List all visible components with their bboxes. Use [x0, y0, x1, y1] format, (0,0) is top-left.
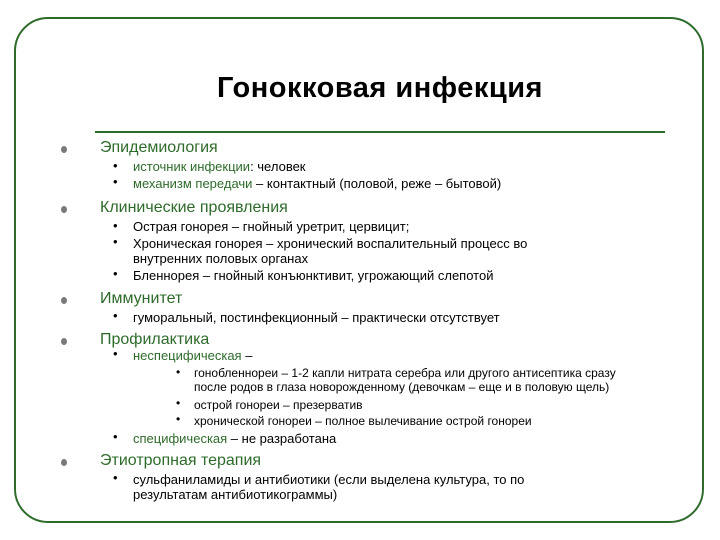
- sub-list-item: гонобленнореи – 1-2 капли нитрата серебра или другого антисептика сразу: [194, 366, 616, 380]
- list-item: [133, 159, 306, 175]
- section-heading-immunity: Иммунитет: [100, 290, 183, 307]
- bullet-icon: •: [113, 158, 118, 173]
- bullet-icon: •: [113, 174, 118, 189]
- list-item: сульфаниламиды и антибиотики (если выделена культура, то по: [133, 472, 525, 487]
- list-item: [133, 176, 501, 192]
- section-heading-epidemiology: Эпидемиология: [100, 139, 218, 156]
- sub-list-item: острой гонореи – презерватив: [194, 398, 363, 412]
- highlight-term: специфическая: [133, 431, 228, 446]
- list-item: гуморальный, постинфекционный – практически отсутствует: [133, 310, 500, 325]
- sub-bullet-icon: •: [176, 365, 181, 379]
- bullet-icon: •: [113, 234, 118, 249]
- section-heading-clinical: Клинические проявления: [100, 199, 288, 216]
- bullet-icon: •: [113, 308, 118, 323]
- bullet-dot-icon: [61, 146, 67, 153]
- bullet-icon: •: [113, 429, 118, 444]
- bullet-icon: •: [113, 470, 118, 485]
- item-text: –: [241, 348, 253, 363]
- bullet-dot-icon: [61, 297, 67, 304]
- list-item: Хроническая гонорея – хронический воспалительный процесс во: [133, 236, 528, 251]
- list-item: [133, 348, 252, 364]
- sub-list-item-continuation: после родов в глаза новорожденному (девочкам – еще и в половую щель): [194, 380, 610, 394]
- title-underline: [95, 131, 665, 133]
- bullet-dot-icon: [61, 206, 67, 213]
- list-item: [133, 431, 336, 447]
- section-heading-therapy: Этиотропная терапия: [100, 452, 262, 469]
- item-text: – контактный (половой, реже – бытовой): [252, 176, 502, 191]
- bullet-dot-icon: [61, 459, 67, 466]
- highlight-term: неспецифическая: [133, 348, 242, 363]
- bullet-icon: •: [113, 266, 118, 281]
- list-item-continuation: результатам антибиотикограммы): [133, 487, 338, 502]
- sub-bullet-icon: •: [176, 396, 181, 410]
- item-text: : человек: [250, 159, 306, 174]
- slide-title: Гонокковая инфекция: [217, 72, 543, 104]
- bullet-dot-icon: [61, 338, 67, 345]
- highlight-term: источник инфекции: [133, 159, 251, 174]
- sub-bullet-icon: •: [176, 412, 181, 426]
- list-item-continuation: внутренних половых органах: [133, 251, 309, 266]
- bullet-icon: •: [113, 218, 118, 233]
- item-text: – не разработана: [227, 431, 337, 446]
- bullet-icon: •: [113, 346, 118, 361]
- section-heading-prevention: Профилактика: [100, 331, 210, 348]
- list-item: Острая гонорея – гнойный уретрит, цервицит;: [133, 219, 410, 234]
- highlight-term: механизм передачи: [133, 176, 253, 191]
- sub-list-item: хронической гонореи – полное вылечивание острой гонореи: [194, 414, 532, 428]
- list-item: Бленнорея – гнойный конъюнктивит, угрожающий слепотой: [133, 268, 494, 283]
